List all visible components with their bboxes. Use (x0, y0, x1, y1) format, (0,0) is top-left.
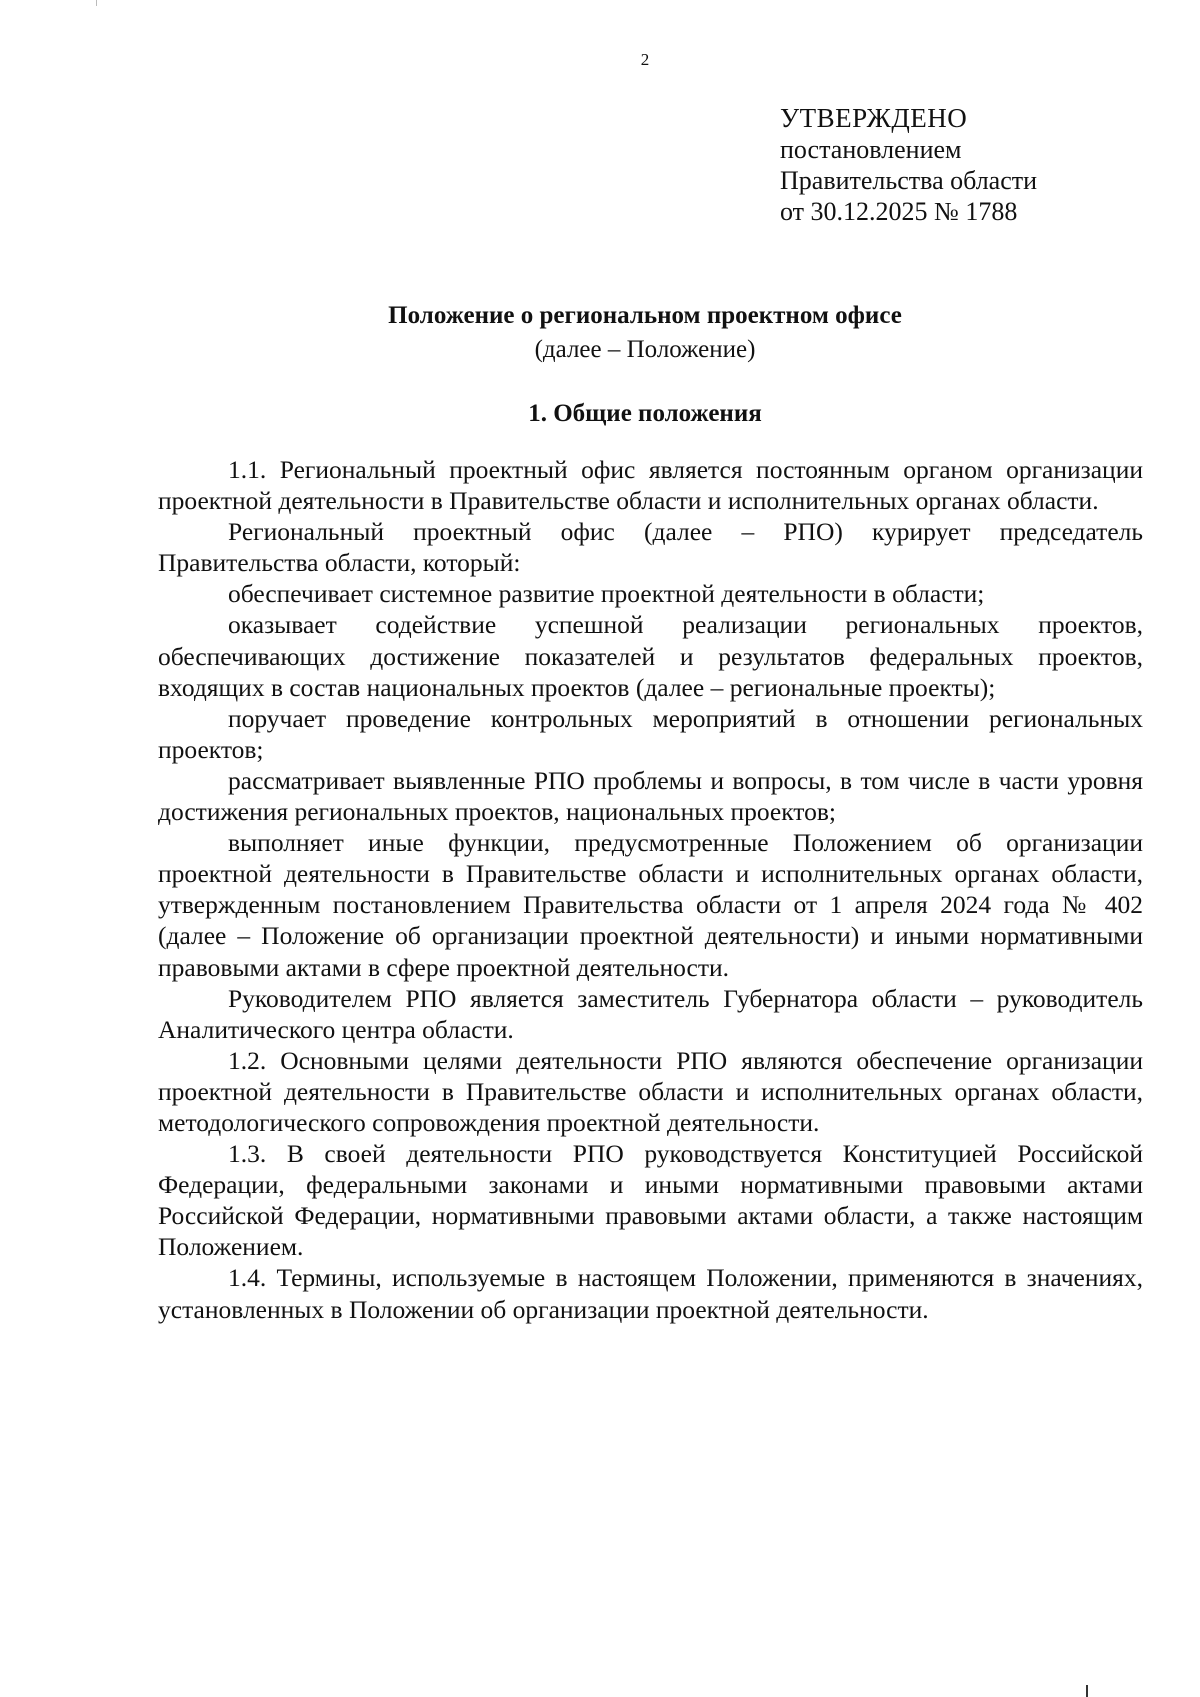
scan-edge-mark (96, 0, 97, 6)
section-heading: 1. Общие положения (528, 400, 762, 427)
approval-line-2: Правительства области (780, 166, 1038, 195)
approval-line-3: от 30.12.2025 № 1788 (780, 197, 1018, 226)
paragraph-function-review: рассматривает выявленные РПО проблемы и вопросы, в том числе в части уровня достижения региональных проектов, национальных проектов; (158, 765, 1143, 827)
document-title: Положение о региональном проектном офисе (388, 302, 902, 329)
approval-stamp (780, 103, 1037, 227)
paragraph-function-other: выполняет иные функции, предусмотренные Положением об организации проектной деятельности в Правительстве области и исполнительных органах области, утвержденным постановлением Правительства области от 1 апреля 2024 года № 402 (далее – Положение об организации проектной деятельности) и иными нормативными правовыми актами в сфере проектной деятельности. (158, 828, 1143, 982)
paragraph-1-3: 1.3. В своей деятельности РПО руководствуется Конституцией Российской Федерации, федеральными законами и иными нормативными правовыми актами Российской Федерации, нормативными правовыми актами области, а также настоящим Положением. (158, 1139, 1143, 1262)
paragraph-1-2: 1.2. Основными целями деятельности РПО являются обеспечение организации проектной деятельности в Правительстве области и исполнительных органах области, методологического сопровождения проектной деятельности. (158, 1045, 1143, 1137)
paragraph-function-control: поручает проведение контрольных мероприятий в отношении региональных проектов; (158, 703, 1143, 764)
page-number: 2 (640, 50, 650, 69)
approval-line-1: постановлением (780, 135, 962, 164)
paragraph-rpo-head: Руководителем РПО является заместитель Губернатора области – руководитель Аналитического центра области. (158, 983, 1143, 1044)
section-body (158, 454, 1143, 1325)
paragraph-function-assistance: оказывает содействие успешной реализации региональных проектов, обеспечивающих достижение показателей и результатов федеральных проектов, входящих в состав национальных проектов (далее – региональные проекты); (158, 610, 1143, 702)
paragraph-rpo-curator: Региональный проектный офис (далее – РПО) курирует председатель Правительства области, который: (158, 517, 1143, 578)
paragraph-1-4: 1.4. Термины, используемые в настоящем Положении, применяются в значениях, установленных в Положении об организации проектной деятельности. (158, 1263, 1143, 1324)
paragraph-function-development: обеспечивает системное развитие проектной деятельности в области; (228, 579, 985, 609)
paragraph-1-1: 1.1. Региональный проектный офис является постоянным органом организации проектной деятельности в Правительстве области и исполнительных органах области. (158, 455, 1143, 516)
scan-corner-mark (1086, 1685, 1088, 1697)
document-subtitle: (далее – Положение) (534, 336, 756, 363)
approval-title: УТВЕРЖДЕНО (780, 103, 968, 133)
